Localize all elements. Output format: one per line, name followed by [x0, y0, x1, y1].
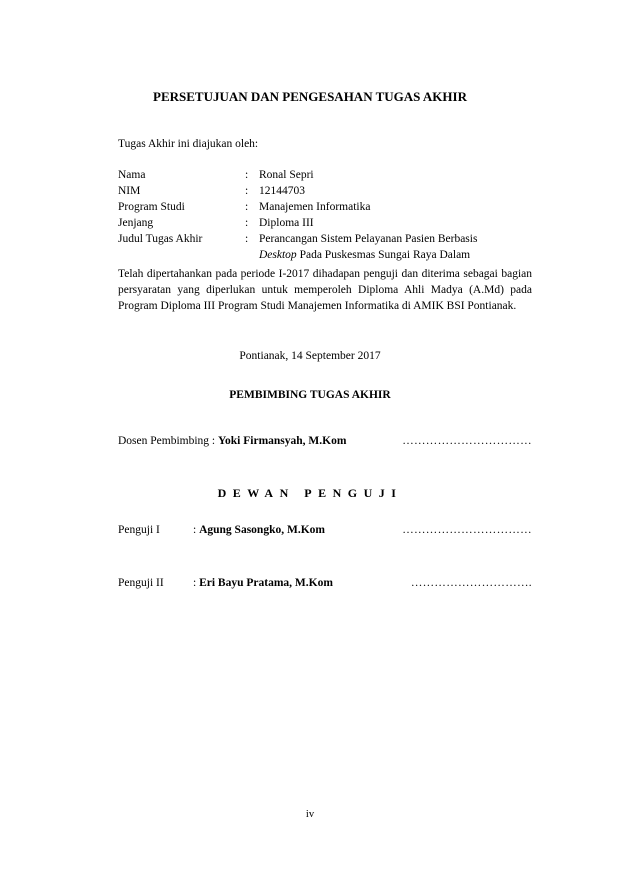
info-value: Diploma III [259, 217, 314, 229]
info-value-continued [259, 247, 470, 263]
info-label: Nama [118, 169, 146, 181]
info-colon: : [245, 185, 249, 197]
place-date: Pontianak, 14 September 2017 [239, 350, 381, 362]
penguji-name: Eri Bayu Pratama, M.Kom [199, 577, 333, 589]
info-row-judul [118, 231, 538, 247]
signature-line: …………………………… [402, 435, 532, 447]
info-value: Manajemen Informatika [259, 201, 371, 213]
page-number: iv [305, 809, 315, 820]
penguji-row-1 [118, 522, 532, 538]
penguji-entry [193, 522, 325, 538]
penguji-row-2 [118, 575, 532, 591]
penguji-label: Penguji II [118, 577, 164, 589]
info-colon: : [245, 233, 249, 245]
pembimbing-label: Dosen Pembimbing : [118, 435, 218, 447]
italic-word: Desktop [259, 249, 297, 261]
info-value: 12144703 [259, 185, 305, 197]
penguji-sep: : [193, 524, 200, 536]
intro-text: Tugas Akhir ini diajukan oleh: [118, 138, 259, 150]
info-row-nim [118, 183, 538, 199]
penguji-name: Agung Sasongko, M.Kom [199, 524, 325, 536]
penguji-entry [193, 575, 333, 591]
info-label: Program Studi [118, 201, 185, 213]
page-title: PERSETUJUAN DAN PENGESAHAN TUGAS AKHIR [153, 89, 467, 104]
info-label: NIM [118, 185, 141, 197]
info-label: Jenjang [118, 217, 154, 229]
signature-line: …………………………… [402, 524, 532, 536]
dewan-heading: DEWAN PENGUJI [217, 486, 403, 500]
student-info [118, 167, 538, 263]
info-colon: : [245, 169, 249, 181]
info-colon: : [245, 217, 249, 229]
info-row-jenjang [118, 215, 538, 231]
pembimbing-heading: PEMBIMBING TUGAS AKHIR [229, 389, 391, 401]
info-value: Perancangan Sistem Pelayanan Pasien Berbasis [259, 233, 478, 245]
approval-paragraph: Telah dipertahankan pada periode I-2017 dihadapan penguji dan diterima sebagai bagian persyaratan yang diperlukan untuk memperoleh Diploma Ahli Madya (A.Md) pada Program Diploma III Program Studi Manajemen Informatika di AMIK BSI Pontianak. [118, 268, 532, 312]
info-row-nama [118, 167, 538, 183]
penguji-sep: : [193, 577, 200, 589]
pembimbing-entry [118, 433, 346, 449]
info-value: Ronal Sepri [259, 169, 314, 181]
penguji-label: Penguji I [118, 524, 160, 536]
signature-line: …………………………. [410, 577, 532, 589]
pembimbing-row [118, 433, 532, 449]
info-row-program-studi [118, 199, 538, 215]
info-label: Judul Tugas Akhir [118, 233, 203, 245]
info-row-judul-continued [118, 247, 538, 263]
info-colon: : [245, 201, 249, 213]
pembimbing-name: Yoki Firmansyah, M.Kom [218, 435, 347, 447]
title-rest: Pada Puskesmas Sungai Raya Dalam [296, 249, 471, 261]
